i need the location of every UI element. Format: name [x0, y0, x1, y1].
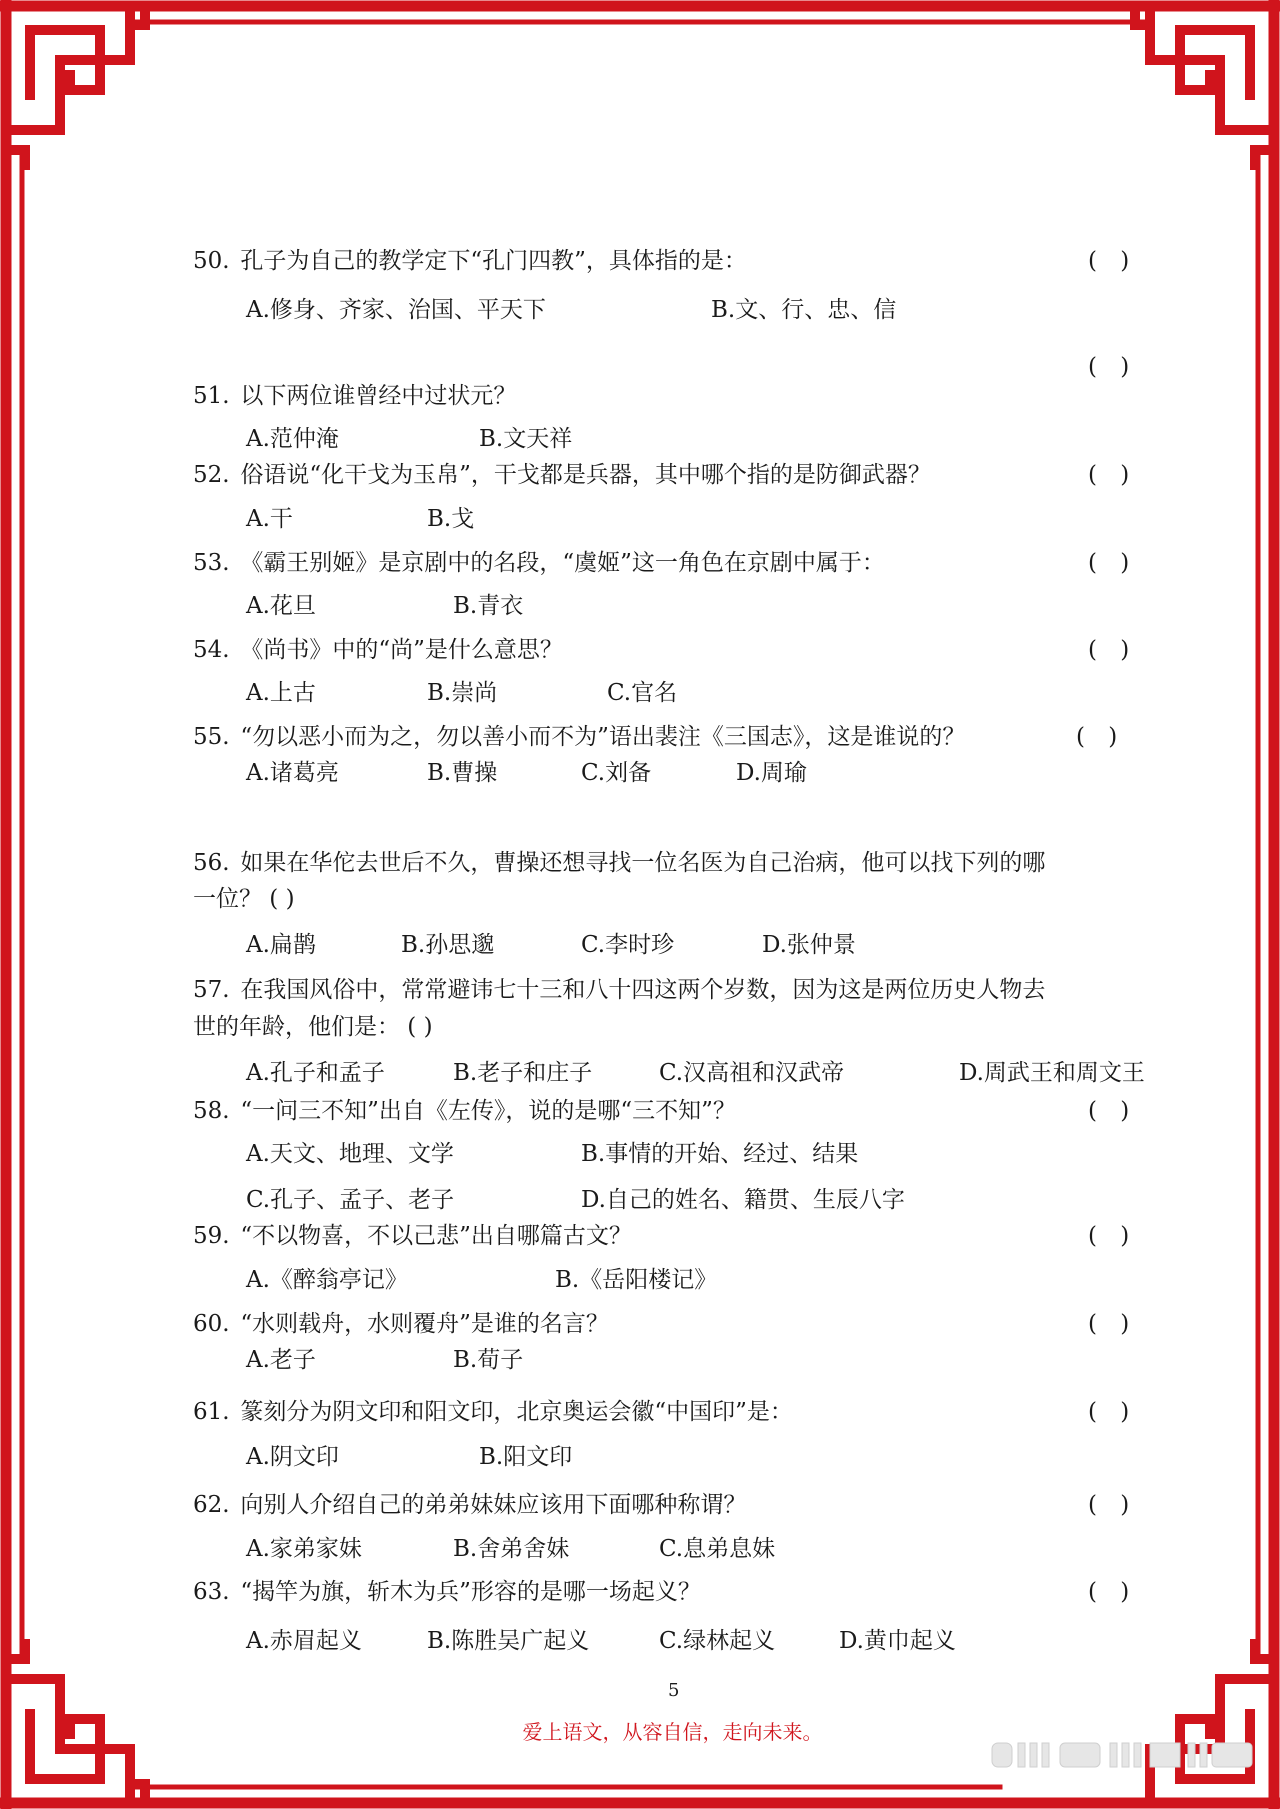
option: C.息弟息妹	[659, 1536, 776, 1562]
question-number: 51.	[193, 383, 230, 409]
question-63	[193, 1577, 701, 1607]
option: D.周武王和周文王	[959, 1060, 1145, 1086]
option: B.事情的开始、经过、结果	[581, 1141, 859, 1167]
question-text: 以下两位谁曾经中过状元？	[240, 383, 517, 409]
question-number: 54.	[193, 637, 230, 663]
option: A.赤眉起义	[246, 1628, 362, 1654]
option: A.扁鹊	[246, 932, 316, 958]
question-number: 52.	[193, 462, 230, 488]
answer-blank[interactable]: ( )	[1088, 1098, 1138, 1124]
option: A.上古	[246, 680, 316, 706]
question-51	[193, 381, 516, 411]
option: D.自己的姓名、籍贯、生辰八字	[581, 1187, 905, 1213]
question-55	[193, 722, 965, 752]
answer-blank[interactable]: ( )	[1088, 248, 1138, 274]
option: C.李时珍	[581, 932, 675, 958]
question-text: 俗语说“化干戈为玉帛”，干戈都是兵器，其中哪个指的是防御武器？	[240, 462, 931, 488]
option: B.陈胜吴广起义	[427, 1628, 590, 1654]
option: A.范仲淹	[246, 426, 339, 452]
option: C.绿林起义	[659, 1628, 776, 1654]
answer-blank[interactable]: ( )	[1088, 1311, 1138, 1337]
option: C.汉高祖和汉武帝	[659, 1060, 845, 1086]
question-60	[193, 1309, 609, 1339]
option: B.曹操	[427, 760, 498, 786]
question-text: “一问三不知”出自《左传》，说的是哪“三不知”？	[240, 1098, 736, 1124]
question-number: 53.	[193, 550, 230, 576]
answer-blank[interactable]: ( )	[1088, 1492, 1138, 1518]
option: B.文天祥	[479, 426, 573, 452]
question-57	[193, 975, 1045, 1005]
answer-blank[interactable]: ( )	[1088, 1579, 1138, 1605]
option: B.青衣	[453, 593, 524, 619]
answer-blank[interactable]: ( )	[1088, 637, 1138, 663]
question-57-line2: 世的年龄，他们是： ( )	[193, 1014, 433, 1040]
question-text: “揭竿为旗，斩木为兵”形容的是哪一场起义？	[240, 1579, 701, 1605]
option: D.周瑜	[736, 760, 807, 786]
option: A.花旦	[246, 593, 316, 619]
question-text: 孔子为自己的教学定下“孔门四教”，具体指的是：	[240, 248, 747, 274]
question-50	[193, 246, 747, 276]
question-56	[193, 848, 1045, 878]
option: A.天文、地理、文学	[246, 1141, 454, 1167]
answer-blank[interactable]: ( )	[1088, 354, 1138, 380]
question-number: 59.	[193, 1223, 230, 1249]
question-number: 58.	[193, 1098, 230, 1124]
option: B.文、行、忠、信	[711, 297, 897, 323]
option: B.老子和庄子	[453, 1060, 593, 1086]
question-text: 《尚书》中的“尚”是什么意思？	[240, 637, 563, 663]
question-text: 如果在华佗去世后不久，曹操还想寻找一位名医为自己治病，他可以找下列的哪	[240, 850, 1046, 876]
question-number: 61.	[193, 1399, 230, 1425]
option: B.舍弟舍妹	[453, 1536, 570, 1562]
option: D.黄巾起义	[839, 1628, 956, 1654]
watermark	[990, 1740, 1255, 1770]
answer-blank[interactable]: ( )	[1088, 1399, 1138, 1425]
question-52	[193, 460, 931, 490]
question-number: 56.	[193, 850, 230, 876]
question-59	[193, 1221, 632, 1251]
option: B.孙思邈	[401, 932, 495, 958]
footer-motto: 爱上语文，从容自信，走向未来。	[522, 1720, 823, 1744]
question-text: “水则载舟，水则覆舟”是谁的名言？	[240, 1311, 609, 1337]
question-61	[193, 1397, 793, 1427]
question-text: 在我国风俗中，常常避讳七十三和八十四这两个岁数，因为这是两位历史人物去	[240, 977, 1046, 1003]
option: A.阴文印	[246, 1444, 339, 1470]
option: A.老子	[246, 1347, 316, 1373]
question-54	[193, 635, 563, 665]
page-number: 5	[668, 1680, 680, 1701]
question-58	[193, 1096, 736, 1126]
option: D.张仲景	[762, 932, 856, 958]
question-text: “不以物喜，不以己悲”出自哪篇古文？	[240, 1223, 632, 1249]
option: C.刘备	[581, 760, 652, 786]
answer-blank[interactable]: ( )	[1088, 1223, 1138, 1249]
option: B.崇尚	[427, 680, 498, 706]
option: B.戈	[427, 506, 475, 532]
question-text: 《霸王别姬》是京剧中的名段，“虞姬”这一角色在京剧中属于：	[240, 550, 885, 576]
option: A.修身、齐家、治国、平天下	[246, 297, 546, 323]
question-56-line2: 一位？ ( )	[193, 886, 295, 912]
option: A.孔子和孟子	[246, 1060, 385, 1086]
question-53	[193, 548, 885, 578]
option: A.家弟家妹	[246, 1536, 362, 1562]
option: A.干	[246, 506, 293, 532]
option: C.官名	[607, 680, 678, 706]
option: B.荀子	[453, 1347, 524, 1373]
question-number: 60.	[193, 1311, 230, 1337]
question-number: 50.	[193, 248, 230, 274]
option: A.《醉翁亭记》	[246, 1267, 408, 1293]
question-text: 向别人介绍自己的弟弟妹妹应该用下面哪种称谓？	[240, 1492, 747, 1518]
question-62	[193, 1490, 746, 1520]
question-number: 63.	[193, 1579, 230, 1605]
question-number: 55.	[193, 724, 230, 750]
answer-blank[interactable]: ( )	[1088, 550, 1138, 576]
question-number: 62.	[193, 1492, 230, 1518]
option: B.阳文印	[479, 1444, 573, 1470]
option: B.《岳阳楼记》	[555, 1267, 718, 1293]
option: C.孔子、孟子、老子	[246, 1187, 455, 1213]
answer-blank[interactable]: ( )	[1076, 724, 1126, 750]
question-text: 篆刻分为阴文印和阳文印，北京奥运会徽“中国印”是：	[240, 1399, 793, 1425]
answer-blank[interactable]: ( )	[1088, 462, 1138, 488]
question-number: 57.	[193, 977, 230, 1003]
question-text: “勿以恶小而为之，勿以善小而不为”语出裴注《三国志》，这是谁说的？	[240, 724, 966, 750]
option: A.诸葛亮	[246, 760, 339, 786]
